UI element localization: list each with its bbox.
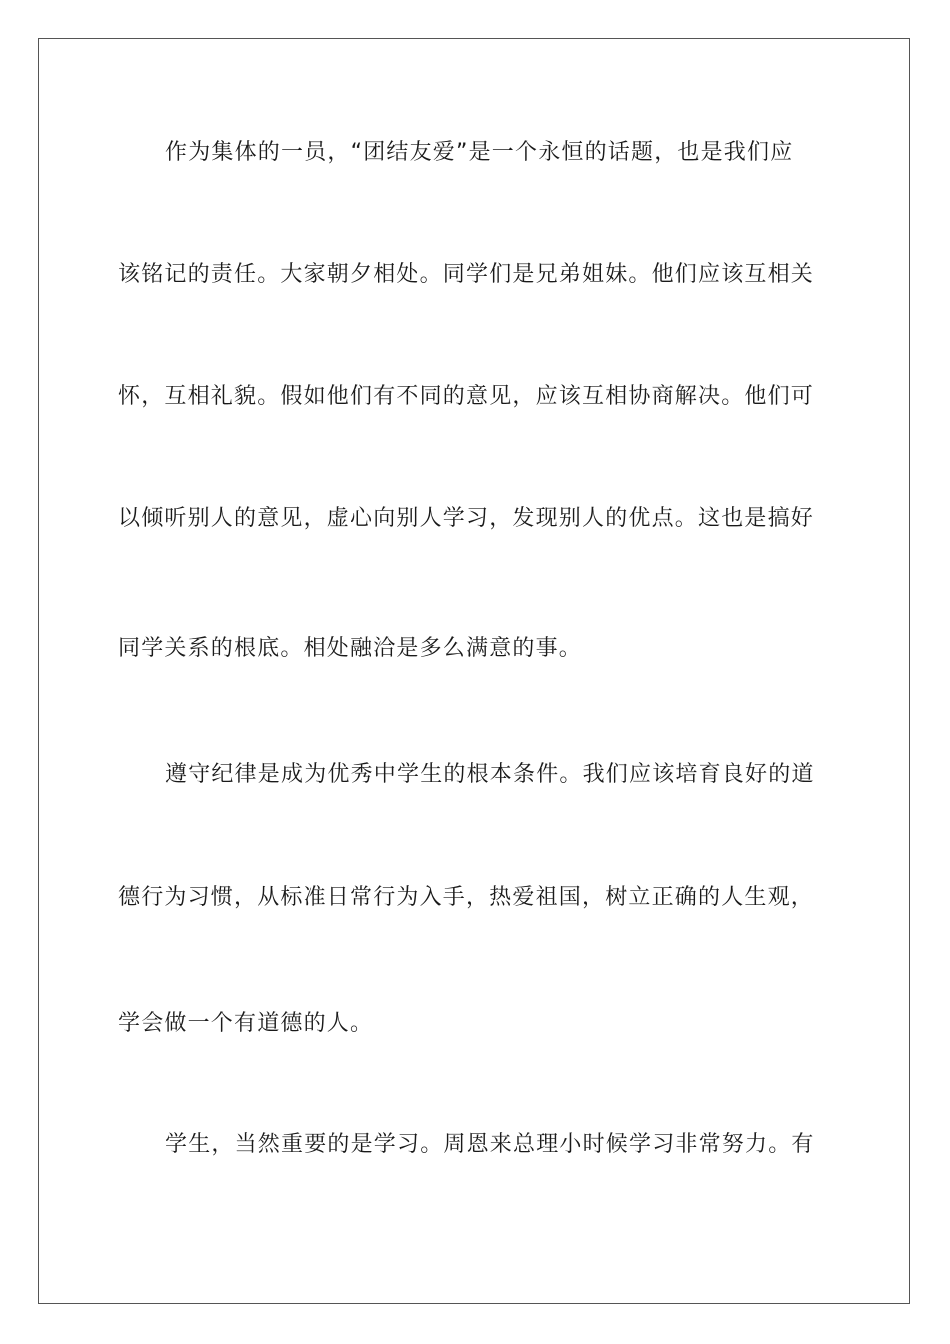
paragraph-1-line-4: 以倾听别人的意见，虚心向别人学习，发现别人的优点。这也是搞好	[118, 506, 815, 531]
page-border	[38, 38, 910, 1304]
paragraph-2-line-1: 遵守纪律是成为优秀中学生的根本条件。我们应该培育良好的道	[165, 762, 815, 787]
paragraph-1-line-5: 同学关系的根底。相处融洽是多么满意的事。	[118, 636, 583, 661]
paragraph-3-line-1: 学生，当然重要的是学习。周恩来总理小时候学习非常努力。有	[165, 1132, 815, 1157]
paragraph-2-line-3: 学会做一个有道德的人。	[118, 1011, 374, 1036]
paragraph-1-line-2: 该铭记的责任。大家朝夕相处。同学们是兄弟姐妹。他们应该互相关	[118, 262, 815, 287]
paragraph-1-line-1: 作为集体的一员，“团结友爱”是一个永恒的话题，也是我们应	[165, 140, 794, 165]
paragraph-1-line-3: 怀，互相礼貌。假如他们有不同的意见，应该互相协商解决。他们可	[118, 384, 815, 409]
paragraph-2-line-2: 德行为习惯，从标准日常行为入手，热爱祖国，树立正确的人生观，	[118, 885, 815, 910]
